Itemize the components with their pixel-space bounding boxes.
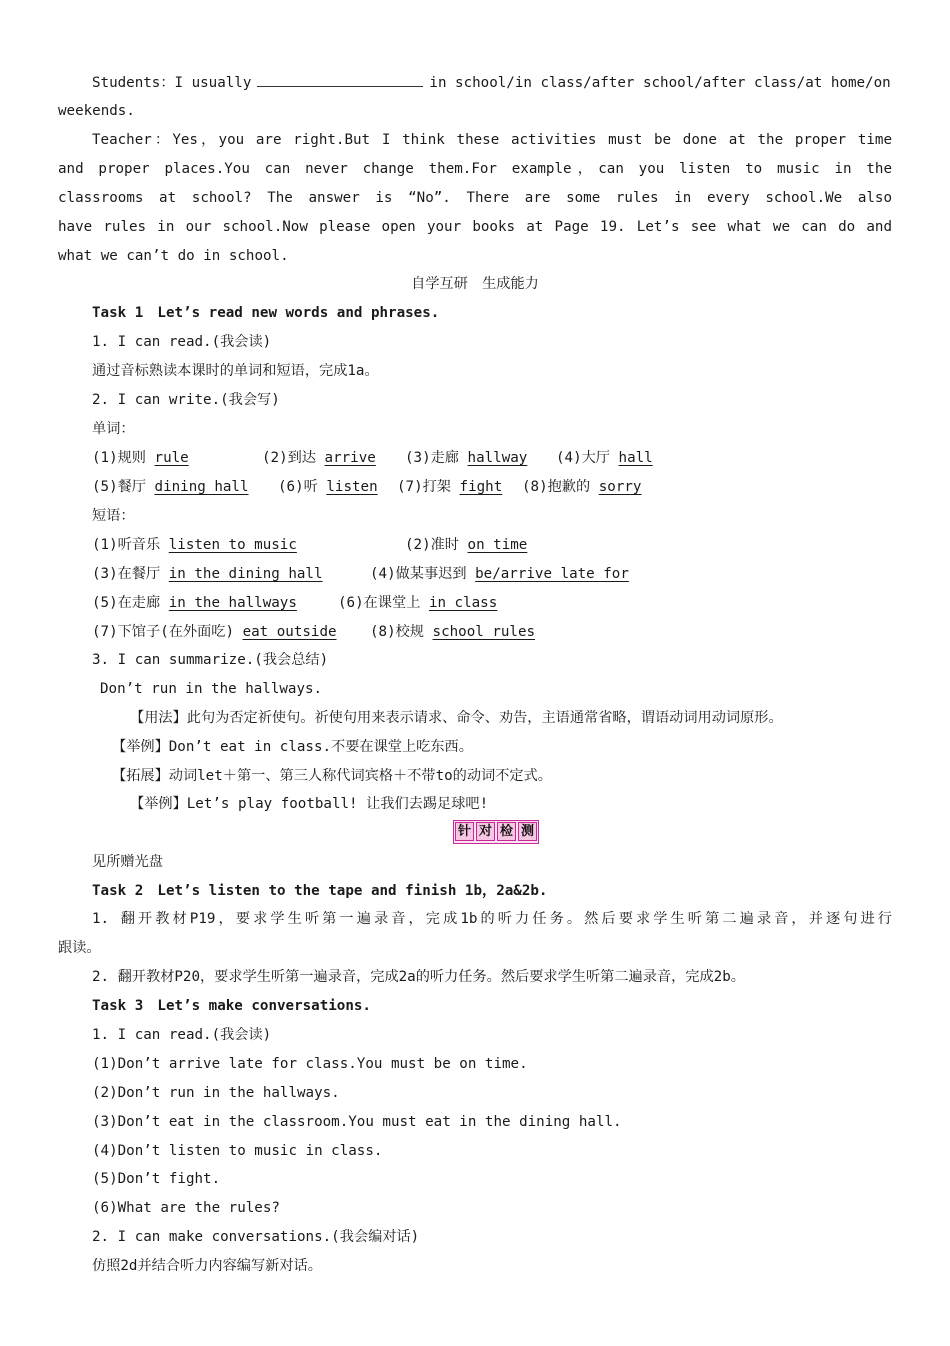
students-cont: weekends. (58, 103, 135, 119)
banner-char: 针 (455, 822, 474, 841)
words-label: 单词： (92, 421, 135, 437)
word-item: (7)打架 fight (397, 479, 503, 495)
word-item: (8)抱歉的 sorry (522, 479, 642, 495)
banner-char: 对 (476, 822, 495, 841)
task1-write-heading: 2. I can write.(我会写) (92, 392, 280, 408)
phrase-item: (7)下馆子(在外面吃) eat outside (92, 624, 337, 640)
example-1: 【举例】Don’t eat in class.不要在课堂上吃东西。 (112, 739, 473, 755)
word-item: (3)走廊 hallway (405, 450, 528, 466)
sentence-item: (2)Don’t run in the hallways. (92, 1085, 340, 1101)
phrase-item: (2)准时 on time (405, 537, 528, 553)
targeted-check-banner (453, 820, 539, 844)
task2-item2: 2. 翻开教材P20，要求学生听第一遍录音，完成2a的听力任务。然后要求学生听第二遍录音，完成2b。 (92, 969, 745, 985)
students-line (92, 72, 892, 93)
teacher-line-1: Teacher：Yes，you are right.But I think these activities must be done at the proper time (92, 132, 892, 148)
task1-title: Task 1 Let’s read new words and phrases. (92, 305, 440, 321)
section-title: 自学互研 生成能力 (411, 276, 539, 292)
teacher-line-3: classrooms at school? The answer is “No”. There are some rules in every school.We also (58, 190, 892, 206)
word-item: (2)到达 arrive (262, 450, 376, 466)
phrase-item: (4)做某事迟到 be/arrive late for (370, 566, 629, 582)
word-item: (5)餐厅 dining hall (92, 479, 249, 495)
teacher-line-2: and proper places.You can never change them.For example，can you listen to music in the (58, 161, 892, 177)
word-item: (6)听 listen (278, 479, 378, 495)
word-item: (1)规则 rule (92, 450, 189, 466)
usage-note: 【用法】此句为否定祈使句。祈使句用来表示请求、命令、劝告，主语通常省略，谓语动词用动词原形。 (130, 710, 783, 726)
summarize-heading: 3. I can summarize.(我会总结) (92, 652, 329, 668)
phrase-item: (8)校规 school rules (370, 624, 536, 640)
phrase-item: (6)在课堂上 in class (338, 595, 498, 611)
word-item: (4)大厅 hall (556, 450, 653, 466)
sentence-item: (1)Don’t arrive late for class.You must be on time. (92, 1056, 528, 1072)
sentence-item: (5)Don’t fight. (92, 1171, 221, 1187)
sentence-item: (3)Don’t eat in the classroom.You must eat in the dining hall. (92, 1114, 622, 1130)
banner-char: 测 (518, 822, 537, 841)
phrase-item: (5)在走廊 in the hallways (92, 595, 297, 611)
phrases-label: 短语： (92, 508, 135, 524)
task2-item1-line1: 1. 翻开教材P19，要求学生听第一遍录音，完成1b的听力任务。然后要求学生听第二遍录音，并逐句进行 (92, 911, 892, 927)
see-disc-note: 见所赠光盘 (92, 854, 163, 870)
phrase-item: (3)在餐厅 in the dining hall (92, 566, 323, 582)
answer-blank (257, 72, 423, 87)
conv-desc: 仿照2d并结合听力内容编写新对话。 (92, 1258, 322, 1274)
example-2: 【举例】Let’s play football! 让我们去踢足球吧! (130, 796, 489, 812)
banner-char: 检 (497, 822, 516, 841)
teacher-line-5: what we can’t do in school. (58, 248, 289, 264)
task2-title: Task 2 Let’s listen to the tape and finish 1b，2a&2b. (92, 883, 548, 899)
task3-read-heading: 1. I can read.(我会读) (92, 1027, 272, 1043)
extension-note: 【拓展】动词let＋第一、第三人称代词宾格＋不带to的动词不定式。 (112, 768, 552, 784)
phrase-item: (1)听音乐 listen to music (92, 537, 297, 553)
sentence-item: (6)What are the rules? (92, 1200, 280, 1216)
students-suffix: in school/in class/after school/after class/at home/on (429, 75, 891, 91)
task1-read-heading: 1. I can read.(我会读) (92, 334, 272, 350)
conv-heading: 2. I can make conversations.(我会编对话) (92, 1229, 420, 1245)
task2-item1-line2: 跟读。 (58, 940, 101, 956)
sentence-item: (4)Don’t listen to music in class. (92, 1143, 383, 1159)
teacher-line-4: have rules in our school.Now please open your books at Page 19. Let’s see what we can do and (58, 219, 892, 235)
task1-read-desc: 通过音标熟读本课时的单词和短语，完成1a。 (92, 363, 379, 379)
students-prefix: Students：I usually (92, 75, 252, 91)
summary-sentence: Don’t run in the hallways. (100, 681, 323, 697)
task3-title: Task 3 Let’s make conversations. (92, 998, 371, 1014)
